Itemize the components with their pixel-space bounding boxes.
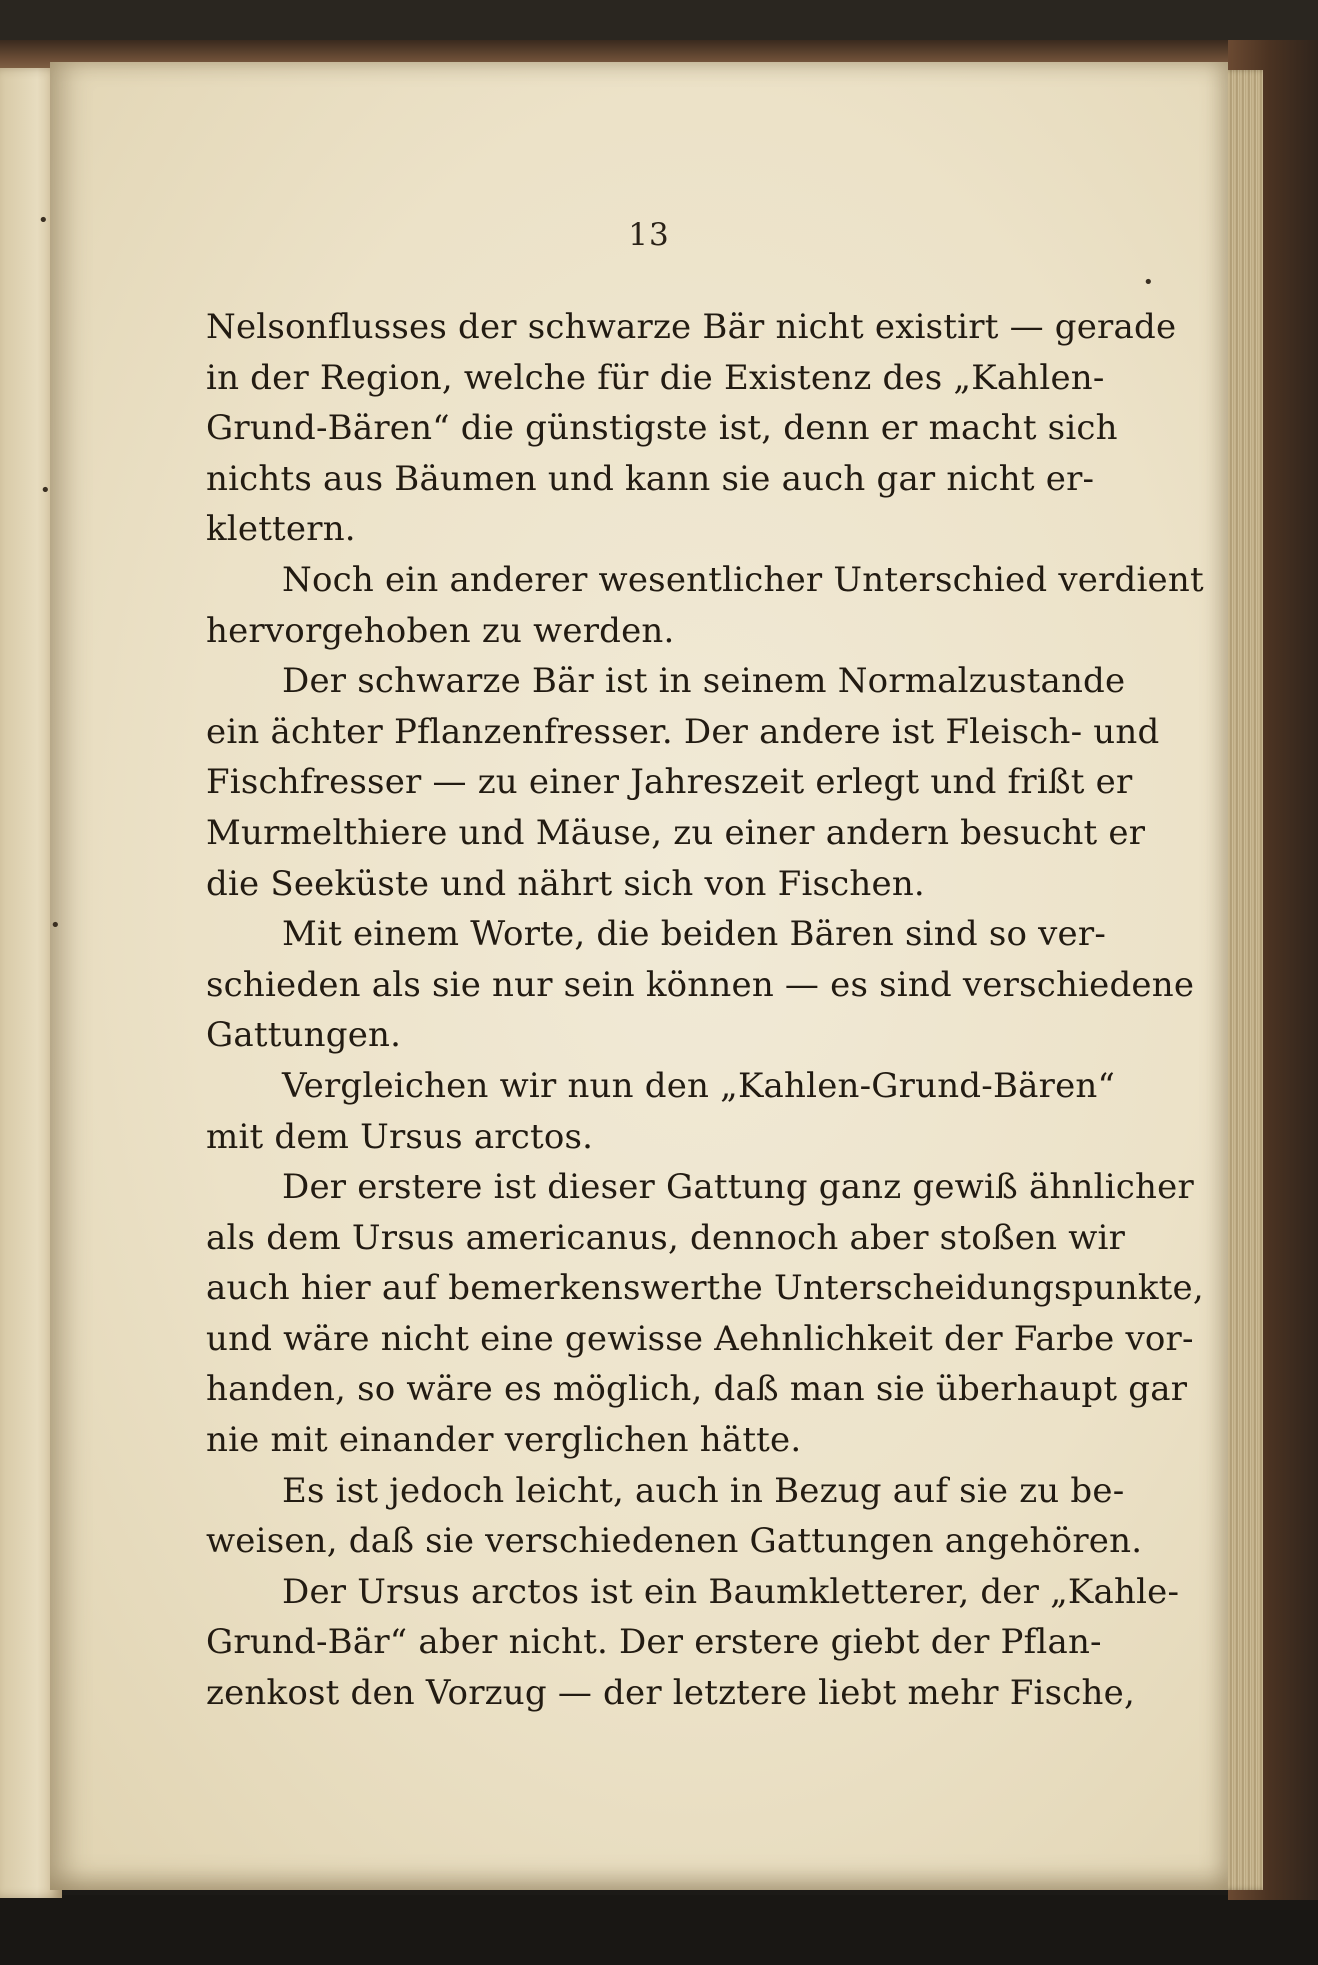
text-line: handen, so wäre es möglich, daß man sie überhaupt gar <box>206 1369 1188 1410</box>
page-body-text <box>206 302 1204 1719</box>
text-line: in der Region, welche für die Existenz des „Kahlen- <box>206 357 1105 398</box>
text-line: Nelsonflusses der schwarze Bär nicht existirt — gerade <box>206 307 1177 347</box>
binding-stitch-mark: • <box>40 480 51 501</box>
page-number: 13 <box>628 217 670 253</box>
text-line: auch hier auf bemerkenswerthe Unterscheidungspunkte, <box>206 1268 1204 1309</box>
text-line: Murmelthiere und Mäuse, zu einer andern besucht er <box>206 812 1146 853</box>
text-line: zenkost den Vorzug — der letztere liebt mehr Fische, <box>206 1673 1135 1714</box>
text-line: Es ist jedoch leicht, auch in Bezug auf sie zu be- <box>282 1470 1125 1511</box>
text-line: Der erstere ist dieser Gattung ganz gewiß ähnlicher <box>282 1167 1194 1208</box>
text-line: Noch ein anderer wesentlicher Unterschied verdient <box>282 559 1204 600</box>
binding-stitch-mark: • <box>38 210 49 231</box>
text-line: und wäre nicht eine gewisse Aehnlichkeit der Farbe vor- <box>206 1318 1194 1359</box>
text-line: Mit einem Worte, die beiden Bären sind so ver- <box>282 914 1107 955</box>
binding-stitch-mark: • <box>50 915 61 936</box>
text-line: nie mit einander verglichen hätte. <box>206 1420 802 1461</box>
text-line: als dem Ursus americanus, dennoch aber stoßen wir <box>206 1217 1126 1258</box>
ink-speck: • <box>1143 272 1154 293</box>
text-line: ein ächter Pflanzenfresser. Der andere ist Fleisch- und <box>206 711 1160 752</box>
book-page <box>50 62 1228 1890</box>
text-line: Grund-Bär“ aber nicht. Der erstere giebt der Pflan- <box>206 1622 1102 1663</box>
text-line: Grund-Bären“ die günstigste ist, denn er macht sich <box>206 408 1118 449</box>
text-line: nichts aus Bäumen und kann sie auch gar nicht er- <box>206 458 1095 499</box>
text-line: Vergleichen wir nun den „Kahlen-Grund-Bären“ <box>282 1065 1116 1106</box>
text-line: die Seeküste und nährt sich von Fischen. <box>206 863 925 904</box>
text-line: Der Ursus arctos ist ein Baumkletterer, der „Kahle- <box>282 1571 1180 1612</box>
text-line: Der schwarze Bär ist in seinem Normalzustande <box>282 661 1126 702</box>
text-line: mit dem Ursus arctos. <box>206 1116 594 1157</box>
text-line: Fischfresser — zu einer Jahreszeit erlegt und frißt er <box>206 762 1133 803</box>
text-line: Gattungen. <box>206 1015 402 1056</box>
text-line: klettern. <box>206 509 356 550</box>
text-line: weisen, daß sie verschiedenen Gattungen angehören. <box>206 1521 1143 1562</box>
text-line: schieden als sie nur sein können — es sind verschiedene <box>206 964 1195 1005</box>
text-line: hervorgehoben zu werden. <box>206 610 675 651</box>
